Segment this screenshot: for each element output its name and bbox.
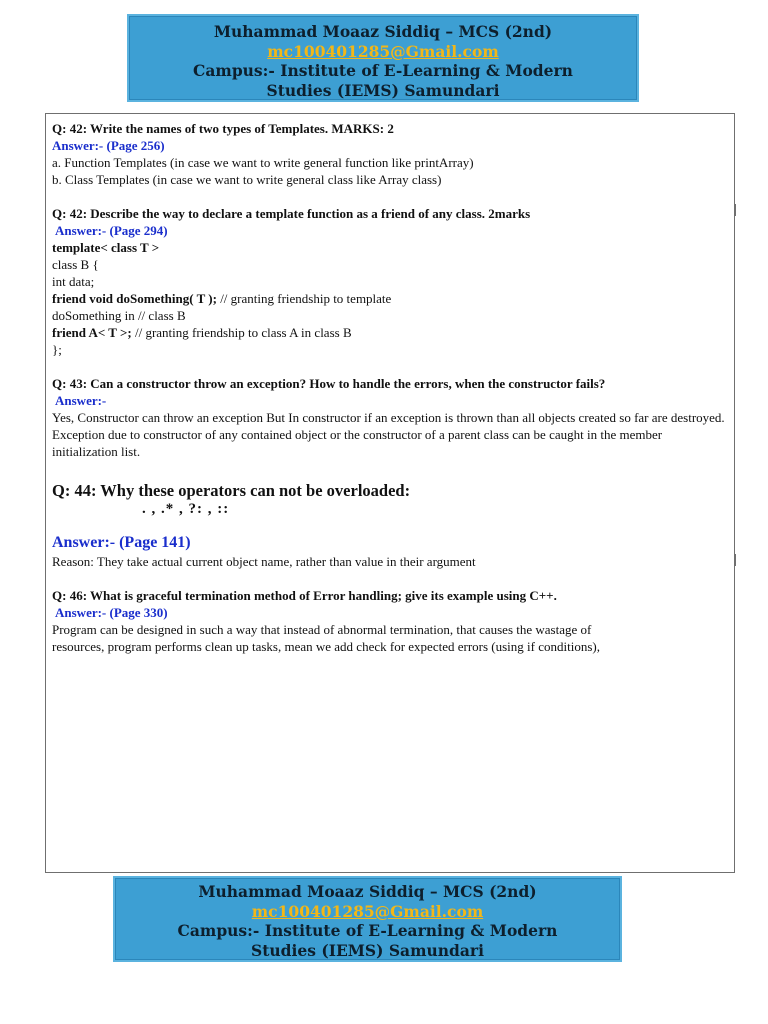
document-body xyxy=(52,120,730,655)
answer-line: b. Class Templates (in case we want to write general class like Array class) xyxy=(52,172,442,187)
author-email-link[interactable]: mc100401285@Gmail.com xyxy=(267,41,499,61)
answer-line: a. Function Templates (in case we want to write general function like printArray) xyxy=(52,155,474,170)
answer-page-ref: (Page 256) xyxy=(106,138,165,153)
answer-heading xyxy=(52,604,730,621)
header-banner xyxy=(127,14,639,102)
frame-tick xyxy=(734,554,736,566)
code-line: doSomething in // class B xyxy=(52,308,186,323)
code-line: template< class T > xyxy=(52,240,160,255)
code-comment: // granting friendship to class A in class B xyxy=(131,325,352,340)
answer-paragraph: Yes, Constructor can throw an exception But In constructor if an exception is thrown than all objects created so far are destroyed. Exception due to constructor of any contained object or the constructor of a parent class can be caught in the member initialization list. xyxy=(52,410,725,459)
question-46-graceful-termination: Q: 46: What is graceful termination method of Error handling; give its example using C++. xyxy=(52,588,557,603)
code-line xyxy=(52,324,730,341)
answer-line: Reason: They take actual current object name, rather than value in their argument xyxy=(52,554,476,569)
operators-list: . , .* , ?: , :: xyxy=(142,501,230,517)
answer-heading xyxy=(52,392,730,409)
author-line: Muhammad Moaaz Siddiq – MCS (2nd) xyxy=(198,882,537,901)
footer-banner xyxy=(113,876,622,962)
answer-label: Answer:- xyxy=(55,223,107,238)
code-comment: // granting friendship to template xyxy=(216,291,392,306)
answer-label: Answer:- (Page 330) xyxy=(55,605,168,620)
answer-label: Answer:- xyxy=(55,393,107,408)
campus-line: Campus:- Institute of E-Learning & Modern xyxy=(193,61,573,80)
code-keyword: friend A< T >; xyxy=(52,325,132,340)
author-line: Muhammad Moaaz Siddiq – MCS (2nd) xyxy=(213,22,553,41)
answer-line: resources, program performs clean up tasks, mean we add check for expected errors (using if conditions), xyxy=(52,639,600,654)
code-keyword: friend void doSomething( T ); xyxy=(52,291,217,306)
campus-line-2: Studies (IEMS) Samundari xyxy=(266,80,500,100)
campus-line: Campus:- Institute of E-Learning & Modern xyxy=(177,921,558,940)
answer-line: Program can be designed in such a way that instead of abnormal termination, that causes the wastage of xyxy=(52,622,592,637)
code-line: class B { xyxy=(52,257,99,272)
answer-page-ref: (Page 294) xyxy=(109,223,168,238)
answer-label: Answer:- xyxy=(52,138,104,153)
code-line xyxy=(52,290,730,307)
code-line: int data; xyxy=(52,274,95,289)
question-43-constructor-exception: Q: 43: Can a constructor throw an exception? How to handle the errors, when the constructor fails? xyxy=(52,376,606,391)
question-42-templates: Q: 42: Write the names of two types of Templates. MARKS: 2 xyxy=(52,121,394,136)
frame-tick xyxy=(734,204,736,216)
question-44-operators: Q: 44: Why these operators can not be overloaded: xyxy=(52,481,411,500)
answer-heading xyxy=(52,137,730,154)
author-email-link[interactable]: mc100401285@Gmail.com xyxy=(251,901,484,921)
answer-label: Answer:- (Page 141) xyxy=(52,534,191,551)
answer-heading xyxy=(52,222,730,239)
campus-line-2: Studies (IEMS) Samundari xyxy=(251,940,484,960)
code-line: }; xyxy=(52,342,62,357)
question-42-friend-template: Q: 42: Describe the way to declare a template function as a friend of any class. 2marks xyxy=(52,206,531,221)
